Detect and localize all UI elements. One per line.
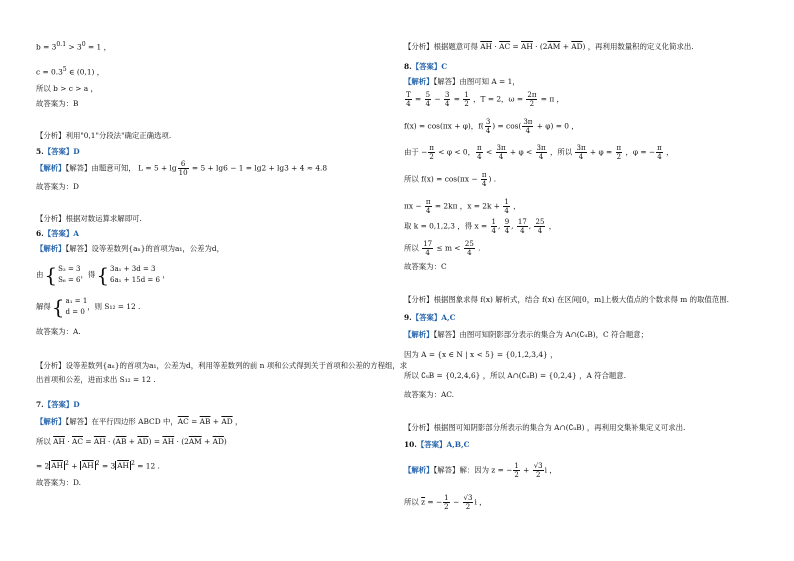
text-line: 因为 A = {x ∈ N | x < 5} = {0,1,2,3,4} ， (404, 350, 558, 359)
answer-label: 【答案】 (43, 147, 74, 156)
math-line: $\frac{T}{4}$ = $\frac{5}{4}$ − $\frac{3}{4}$ = $\frac{1}{2}$ ，T = 2，ω = $\frac{2\pi}{2}$ = π ， (406, 91, 564, 108)
answer-value: A (73, 229, 80, 238)
analysis-line: 【分析】根据图象求得 f(x) 解析式，结合 f(x) 在区间[0，m]上极大值点的个数求得 m 的取值范围. (404, 295, 729, 304)
text-line: 故答案为：AC. (404, 390, 455, 399)
text-line: 所以 b > c > a ， (36, 84, 98, 93)
question-number: 8. (404, 62, 412, 71)
equation-system: 由{S₃ = 3 S₆ = 6，得{3a₁ + 3d = 3 6a₁ + 15d = 6 ， (36, 263, 170, 287)
text-line: $c = 0.3^5$ ∈ (0,1) ， (36, 66, 105, 77)
text-line: 故答案为：D. (36, 478, 81, 487)
text-line: 故答案为：B (36, 99, 79, 108)
question-number: 7. (36, 400, 44, 409)
question-number: 10. (404, 440, 417, 449)
answer-line: 8.【答案】C (404, 62, 448, 71)
answer-value: D (73, 400, 80, 409)
text-line: 故答案为：D (36, 182, 79, 191)
answer-value: D (73, 147, 80, 156)
text-line: 所以 ∁ᵤB = {0,2,4,6} ，所以 A∩(∁ᵤB) = {0,2,4} ，A 符合题意. (404, 371, 627, 380)
math-line: πx − $\frac{\pi}{4}$ = 2kπ ，x = 2k + $\frac{1}{4}$ ， (404, 198, 521, 215)
analysis-line: 【分析】利用"0,1"分段法"确定正确选项. (36, 131, 172, 140)
answer-value: A,B,C (446, 440, 470, 449)
question-number: 6. (36, 229, 44, 238)
solution-line: 【解析】【解答】解：因为 z = − $\frac{1}{2}$ + $\frac{√3}{2}$ i ， (404, 462, 557, 479)
analysis-line: 【分析】根据题意可得 $\overline{AH} \cdot \overline{AC} = \overline{AH} \cdot (2\overline{AM} + \overline{AD})$ ，再利用数量积的定义化简求出. (404, 42, 694, 51)
analysis-line: 【分析】设等差数列{aₙ}的首项为a₁，公差为d，利用等差数列的前 n 项和公式得到关于首项和公差的方程组，求出首项和公差，进而求出 S₁₂ = 12 . (36, 361, 408, 384)
left-column (36, 0, 416, 561)
answer-line: 9.【答案】A,C (404, 313, 456, 322)
answer-line: 7.【答案】D (36, 400, 80, 409)
text-line: 所以 $\overline{AH} \cdot \overline{AC} = \overline{AH} \cdot (\overline{AB} + \overline{AD}) = \overline{AH} \cdot (2\overline{AM} + \overline{AD})$ (36, 437, 227, 446)
right-column (404, 0, 784, 561)
text-line: = 2 $\overline{AH}$ $^2 + \overline{AH}$ $^2$ = 3 $\overline{AH}$ $^2$ = 12 . (36, 460, 160, 471)
equation-system: 解得{a₁ = 1 d = 0，则 S₁₂ = 12 . (36, 295, 141, 319)
solution-line: 【解析】【解答】在平行四边形 ABCD 中，$\overline{AC} = \overline{AB} + \overline{AD}$ ， (36, 417, 243, 426)
solution-line: 【解析】【解答】由图可知 A = 1， (404, 77, 520, 86)
text-line: 故答案为：C (404, 262, 447, 271)
question-number: 9. (404, 313, 412, 322)
solution-line: 【解析】【解答】由图可知阴影部分表示的集合为 A∩(∁ᵤB)，C 符合题意； (404, 330, 648, 339)
solution-tag: 【解析】 (36, 163, 66, 173)
answer-value: C (441, 62, 448, 71)
math-line: 所以 $\frac{17}{4}$ ≤ m < $\frac{25}{4}$ . (404, 240, 481, 257)
solution-line: 【解析】【解答】设等差数列{aₙ}的首项为a₁，公差为d， (36, 244, 225, 253)
question-number: 5. (36, 147, 44, 156)
math-line: f(x) = cos(πx + φ)，f( $\frac{3}{4}$ ) = cos( $\frac{3\pi}{4}$ + φ) = 0 ， (404, 118, 579, 135)
math-line: 取 k = 0,1,2,3 ，得 x = $\frac{1}{4}$ , $\frac{9}{4}$ , $\frac{17}{4}$ , $\frac{25}{4}$ ， (404, 218, 557, 235)
math-line: 所以 f(x) = cos(πx − $\frac{\pi}{4}$ ) . (404, 171, 497, 188)
math-line: 所以 $\overline{z}$ = − $\frac{1}{2}$ − $\frac{√3}{2}$ i ， (404, 494, 487, 511)
text-line: $b = 3^{0.1} > 3^0 = 1$ ， (36, 41, 111, 52)
answer-value: A,C (441, 313, 456, 322)
solution-line: 【解析】【解答】由题意可知， L = 5 + lg $\frac{6}{10}$ = 5 + lg6 − 1 = lg2 + lg3 + 4 ≈ 4.8 (36, 160, 328, 177)
analysis-line: 【分析】根据对数运算求解即可. (36, 214, 142, 223)
text-line: 故答案为：A. (36, 327, 81, 336)
analysis-line: 【分析】根据图可知阴影部分所表示的集合为 A∩(∁ᵤB) ，再利用交集补集定义可求出. (404, 423, 686, 432)
math-line: 由于 − $\frac{\pi}{2}$ < φ < 0， $\frac{\pi}{4}$ < $\frac{3\pi}{4}$ + φ < $\frac{3\pi}{4}$ ，所以 $\frac{3\pi}{4}$ + φ = $\frac{\pi}{2}$ ，φ = − $\frac{\pi}{4}$ ， (404, 144, 674, 161)
answer-line: 6.【答案】A (36, 229, 80, 238)
answer-line: 10.【答案】A,B,C (404, 440, 470, 449)
answer-line (36, 147, 80, 157)
